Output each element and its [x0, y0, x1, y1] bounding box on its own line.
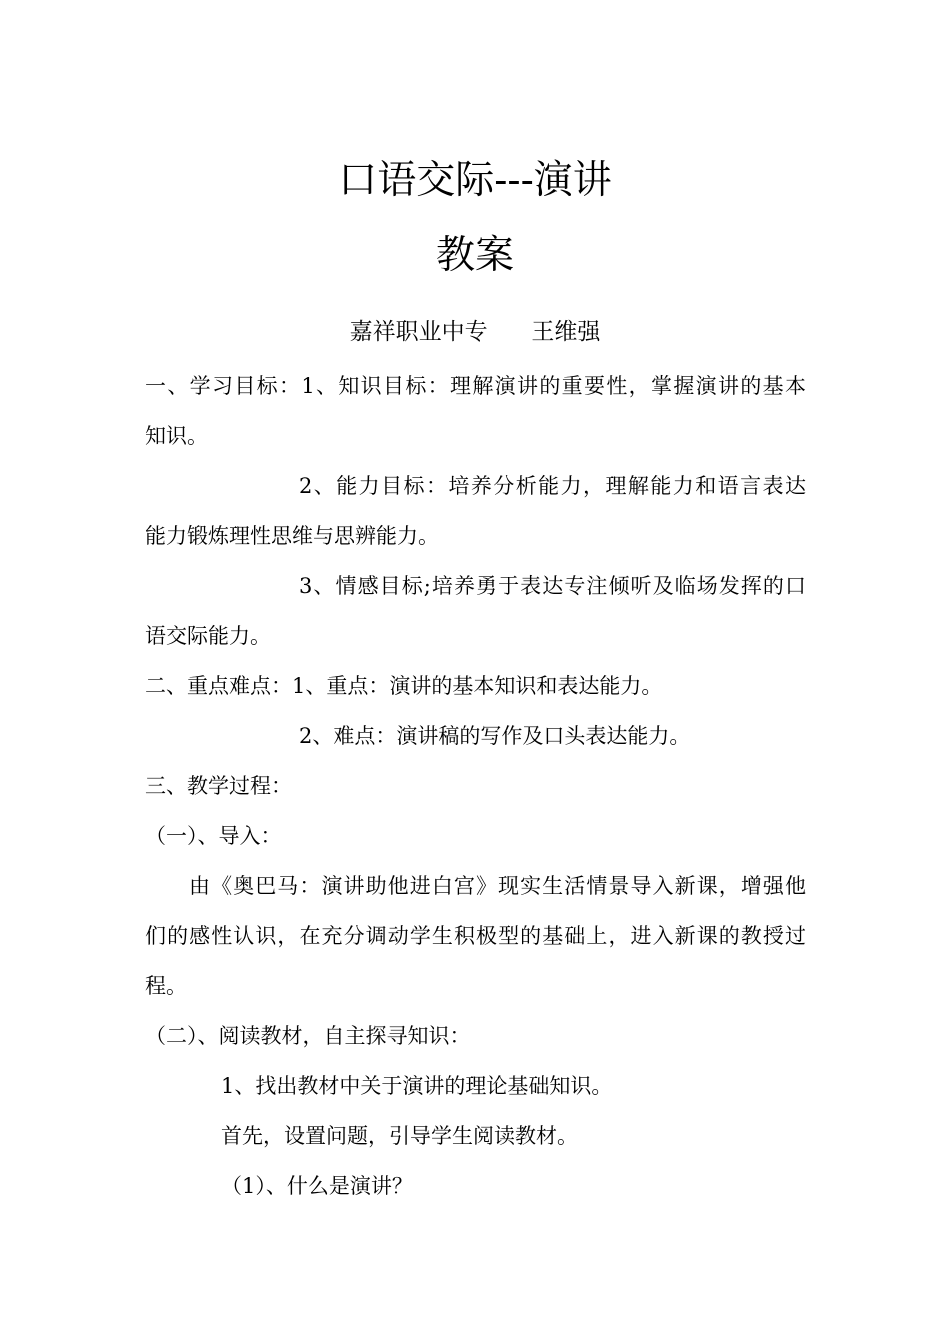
text-line: 语交际能力。 — [145, 624, 271, 648]
document-subtitle: 教案 — [435, 233, 514, 278]
text-line: 首先，设置问题，引导学生阅读教材。 — [221, 1124, 578, 1148]
document-title: 口语交际---演讲 — [338, 158, 612, 203]
text-line: 知识。 — [145, 424, 208, 448]
text-line: 程。 — [145, 974, 187, 998]
text-line: 三、教学过程： — [145, 774, 292, 798]
text-line: 能力锻炼理性思维与思辨能力。 — [145, 524, 439, 548]
text-line: 2、能力目标：培养分析能力，理解能力和语言表达 — [299, 474, 806, 498]
text-line: 2、难点：演讲稿的写作及口头表达能力。 — [299, 724, 691, 748]
text-line: （1）、什么是演讲？ — [221, 1174, 413, 1198]
section-heading: （一）、导入： — [145, 824, 282, 848]
text-line: 1、找出教材中关于演讲的理论基础知识。 — [221, 1074, 613, 1098]
text-line: 一、学习目标：1、知识目标：理解演讲的重要性，掌握演讲的基本 — [145, 374, 806, 398]
document-author: 嘉祥职业中专 王维强 — [349, 319, 601, 345]
text-line: 们的感性认识，在充分调动学生积极型的基础上，进入新课的教授过 — [145, 924, 806, 948]
text-line: 3、情感目标;培养勇于表达专注倾听及临场发挥的口 — [299, 574, 806, 598]
section-heading: （二）、阅读教材，自主探寻知识： — [145, 1024, 471, 1048]
text-line: 由《奥巴马：演讲助他进白宫》现实生活情景导入新课，增强他 — [189, 874, 806, 898]
text-line: 二、重点难点：1、重点：演讲的基本知识和表达能力。 — [145, 674, 663, 698]
